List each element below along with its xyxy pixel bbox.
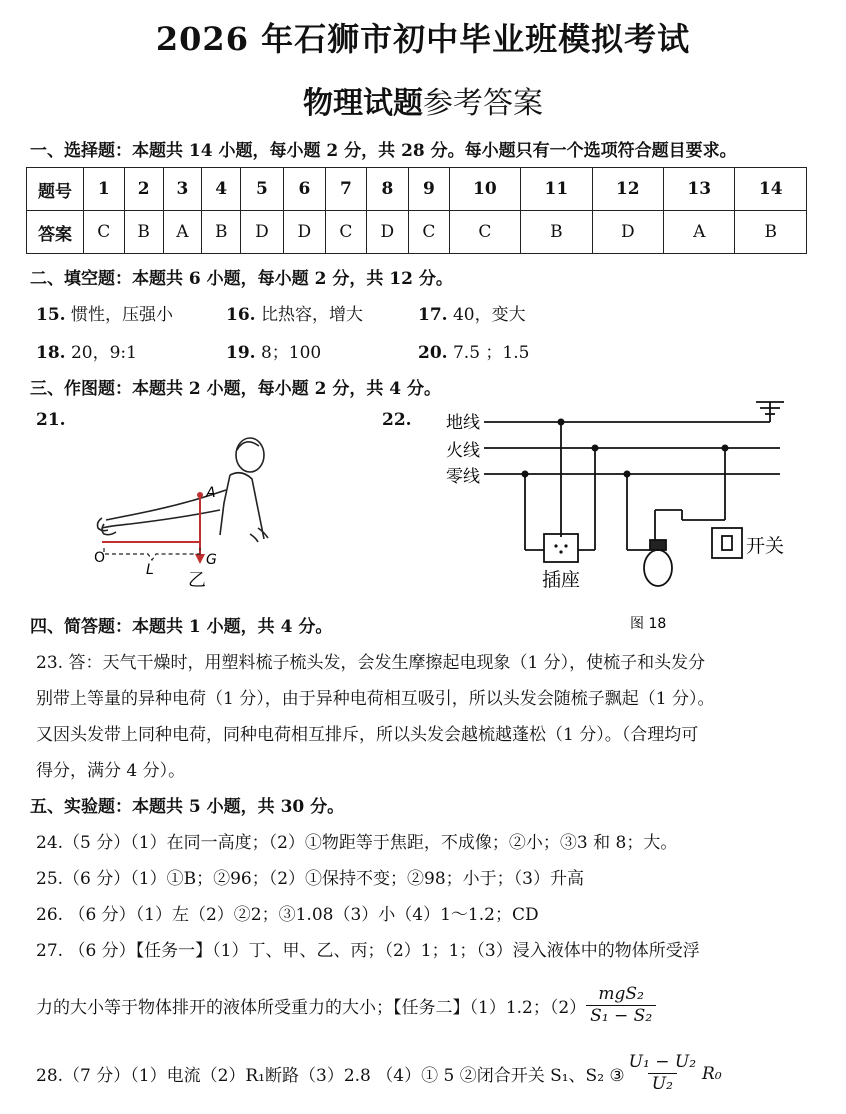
label-a: A <box>206 485 216 501</box>
pushup-figure <box>80 430 300 590</box>
fill-item-20: 20. 7.5 ；1.5 <box>418 343 530 363</box>
question-number-cell: 1 <box>84 168 125 211</box>
gravity-arrowhead <box>195 554 205 564</box>
question-number-cell: 8 <box>366 168 408 211</box>
question-number-cell: 3 <box>163 168 201 211</box>
question-number-cell: 14 <box>735 168 807 211</box>
person-drawing <box>98 438 269 542</box>
label-socket: 插座 <box>542 569 581 591</box>
answer-cell: D <box>366 211 408 254</box>
q28-fraction <box>625 1052 700 1096</box>
q23-line-4: 得分，满分 4 分）。 <box>36 761 186 781</box>
answer-cell: C <box>326 211 367 254</box>
answer-cell: B <box>521 211 592 254</box>
section1-heading: 一、选择题：本题共 14 小题，每小题 2 分，共 28 分。每小题只有一个选项符合题目要求。 <box>30 141 737 161</box>
label-g: G <box>206 552 217 568</box>
question-number-cell: 7 <box>326 168 367 211</box>
fill-item-16: 16. 比热容，增大 <box>226 305 363 325</box>
q22-number: 22. <box>382 410 412 430</box>
label-live-wire: 火线 <box>446 441 480 461</box>
section4-heading: 四、简答题：本题共 1 小题，共 4 分。 <box>30 617 333 637</box>
answer-cell: B <box>202 211 241 254</box>
answer-cell: B <box>124 211 163 254</box>
fraction-denominator: U₂ <box>648 1073 677 1095</box>
answer-cell: C <box>409 211 450 254</box>
table-row-label: 答案 <box>27 211 84 254</box>
q26-answer: 26. （6 分）（1）左（2）②2；③1.08（3）小（4）1～1.2；CD <box>36 905 539 925</box>
figure-caption-yi: 乙 <box>188 570 206 591</box>
q23-line-1: 23. 答：天气干燥时，用塑料梳子梳头发，会发生摩擦起电现象（1 分），使梳子和头发分 <box>36 653 706 673</box>
q28-answer <box>36 1052 722 1096</box>
page-subtitle <box>0 78 846 122</box>
answer-cell: C <box>84 211 125 254</box>
label-o: O <box>94 550 106 566</box>
question-number-cell: 10 <box>449 168 520 211</box>
figure-caption: 图 18 <box>630 616 667 632</box>
fraction-numerator: mgS₂ <box>598 984 644 1004</box>
question-number-cell: 9 <box>409 168 450 211</box>
length-brace <box>104 548 200 560</box>
q27-fraction <box>586 984 656 1028</box>
question-number-cell: 2 <box>124 168 163 211</box>
circuit-figure <box>440 382 800 632</box>
answer-cell: D <box>592 211 663 254</box>
subtitle-rest: 参考答案 <box>423 86 543 121</box>
answer-table <box>26 167 807 254</box>
label-ground-wire: 地线 <box>446 413 480 433</box>
q23-line-2: 别带上等量的异种电荷（1 分），由于异种电荷相互吸引，所以头发会随梳子飘起（1 分）。 <box>36 689 715 709</box>
answer-table-answer-row <box>27 211 807 254</box>
fill-item-17: 17. 40，变大 <box>418 305 526 325</box>
section2-heading: 二、填空题：本题共 6 小题，每小题 2 分，共 12 分。 <box>30 269 453 289</box>
section5-heading: 五、实验题：本题共 5 小题，共 30 分。 <box>30 797 345 817</box>
q23-line-3: 又因头发带上同种电荷，同种电荷相互排斥，所以头发会越梳越蓬松（1 分）。（合理均可 <box>36 725 699 745</box>
q21-number: 21. <box>36 410 66 430</box>
answer-table-number-row <box>27 168 807 211</box>
question-number-cell: 6 <box>283 168 325 211</box>
q24-answer: 24.（5 分）（1）在同一高度；（2）①物距等于焦距，不成像；②小；③3 和 8；大。 <box>36 833 678 853</box>
answer-cell: A <box>163 211 201 254</box>
q27-answer-line-1: 27. （6 分）【任务一】（1）丁、甲、乙、丙；（2）1；1；（3）浸入液体中的物体所受浮 <box>36 941 700 961</box>
answer-cell: C <box>449 211 520 254</box>
q28-text: 28.（7 分）（1）电流（2）R₁断路（3）2.8 （4）① 5 ②闭合开关 S₁、S₂ ③ <box>36 1066 625 1087</box>
page-title: 2026 年石狮市初中毕业班模拟考试 <box>155 20 691 58</box>
q25-answer: 25.（6 分）（1）①B；②96；（2）①保持不变；②98；小于；（3）升高 <box>36 869 584 889</box>
answer-cell: B <box>735 211 807 254</box>
question-number-cell: 13 <box>664 168 735 211</box>
socket <box>544 534 578 562</box>
q27-answer-line-2 <box>36 984 656 1028</box>
q27-line-2-text: 力的大小等于物体排开的液体所受重力的大小；【任务二】（1）1.2；（2） <box>36 998 587 1019</box>
label-switch: 开关 <box>746 535 785 557</box>
q28-suffix: R₀ <box>702 1063 722 1084</box>
center-of-mass-point <box>197 492 203 498</box>
answer-cell: A <box>664 211 735 254</box>
question-number-cell: 11 <box>521 168 592 211</box>
table-row-label: 题号 <box>27 168 84 211</box>
subtitle-bold: 物理试题 <box>303 86 423 121</box>
fill-item-15: 15. 惯性，压强小 <box>36 305 173 325</box>
label-l: L <box>146 562 154 578</box>
light-bulb <box>644 550 672 586</box>
fill-item-18: 18. 20，9:1 <box>36 343 137 363</box>
answer-cell: D <box>241 211 283 254</box>
fill-item-19: 19. 8；100 <box>226 343 322 363</box>
label-neutral-wire: 零线 <box>446 467 480 487</box>
section3-heading: 三、作图题：本题共 2 小题，每小题 2 分，共 4 分。 <box>30 379 441 399</box>
fraction-numerator: U₁ − U₂ <box>628 1052 697 1072</box>
question-number-cell: 4 <box>202 168 241 211</box>
question-number-cell: 5 <box>241 168 283 211</box>
answer-cell: D <box>283 211 325 254</box>
switch <box>712 528 742 558</box>
question-number-cell: 12 <box>592 168 663 211</box>
fraction-denominator: S₁ − S₂ <box>586 1005 656 1027</box>
